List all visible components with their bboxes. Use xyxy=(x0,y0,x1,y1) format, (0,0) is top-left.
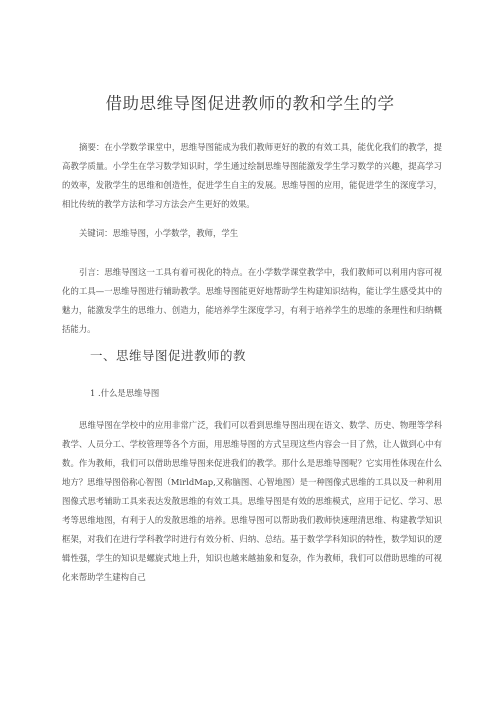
keywords-line: 关键词：思维导图，小学数学，教师，学生 xyxy=(79,228,239,238)
section-heading-1: 一、思维导图促进教师的教 xyxy=(90,348,247,363)
abstract-paragraph: 摘要：在小学数学课堂中，思维导图能成为我们教师更好的教的有效工具，能优化我们的教学，提高教学质量。小学生在学习数学知识时，学生通过绘制思维导图能激发学生学习数学的兴趣，提高学习的效率，发散学生的思维和创造性，促进学生自主的发展。思维导图的应用，能促进学生的深度学习，相比传统的教学方法和学习方法会产生更好的效果。 xyxy=(62,142,442,209)
document-title: 借助思维导图促进教师的教和学生的学 xyxy=(105,94,395,113)
body-paragraph: 思维导图在学校中的应用非常广泛，我们可以看到思维导图出现在语文、数学、历史、物理等学科教学、人员分工、学校管理等各个方面，用思维导图的方式呈现这些内容会一目了然，让人做到心中有数。作为教师，我们可以借助思维导图来促进我们的教学。那什么是思维导图呢？它实用性体现在什么地方？思维导图俗称心智图（MirldMap,又称脑图、心智地图）是一种图像式思维的工具以及一种利用图像式思考辅助工具来表达发散思维的有效工具。思维导图是有效的思维模式，应用于记忆、学习、思考等思维地图，有利于人的发散思维的培养。思维导图可以帮助我们教师快速理清思维、构建教学知识框架，对我们在进行学科教学时进行有效分析、归纳、总结。基于数学学科知识的特性，数学知识的逻辑性强，学生的知识是螺旋式地上升，知识也越来越抽象和复杂，作为教师，我们可以借助思维的可视化来帮助学生建构自己 xyxy=(62,420,442,582)
intro-paragraph: 引言：思维导图这一工具有着可视化的特点。在小学数学课堂教学中，我们教师可以利用内容可视化的工具—一思维导图进行辅助教学。思维导图能更好地帮助学生构建知识结构，能让学生感受其中的魅力，能激发学生的思维力、创造力，能培养学生深度学习，有利于培养学生的思维的条理性和归纳概括能力。 xyxy=(62,267,442,334)
subsection-heading-1: 1 .什么是思维导图 xyxy=(90,388,160,398)
